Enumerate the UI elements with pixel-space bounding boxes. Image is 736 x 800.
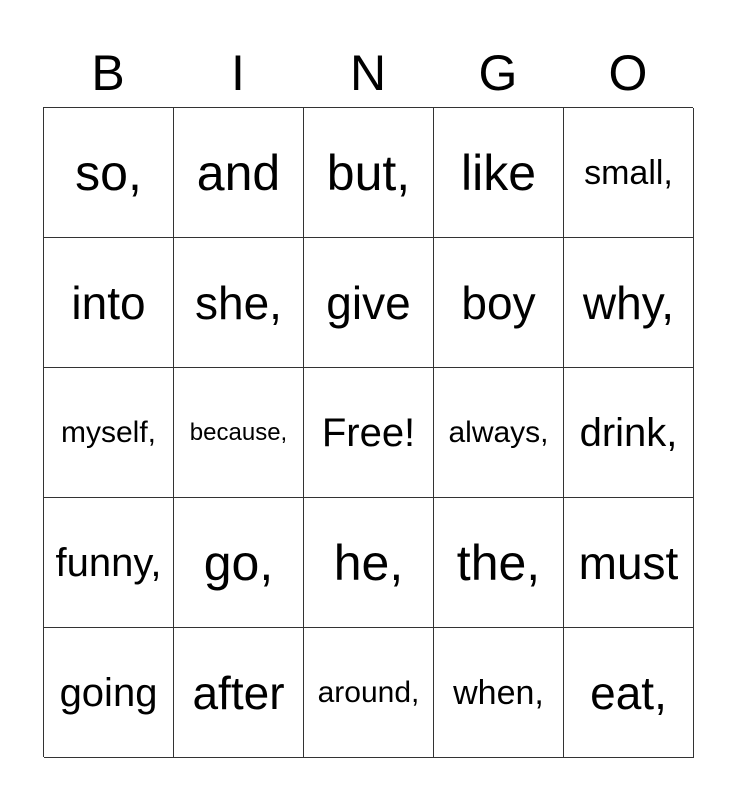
bingo-cell-r1-c2[interactable]: and [174,108,304,238]
bingo-cell-r3-c2[interactable]: because, [174,368,304,498]
header-letter-b: B [91,45,125,101]
header-letter-n: N [349,45,387,101]
bingo-cell-r2-c2[interactable]: she, [174,238,304,368]
bingo-cell-r5-c2[interactable]: after [174,628,304,758]
bingo-cell-r1-c4[interactable]: like [434,108,564,238]
bingo-cell-r2-c4[interactable]: boy [434,238,564,368]
bingo-cell-r2-c1[interactable]: into [44,238,174,368]
bingo-cell-r5-c5[interactable]: eat, [564,628,694,758]
bingo-header [43,40,693,106]
bingo-cell-r4-c5[interactable]: must [564,498,694,628]
bingo-cell-r4-c3[interactable]: he, [304,498,434,628]
bingo-cell-r3-c5[interactable]: drink, [564,368,694,498]
bingo-cell-r1-c3[interactable]: but, [304,108,434,238]
header-letter-i: I [231,45,245,101]
header-letter-g: G [478,45,518,101]
bingo-cell-r4-c2[interactable]: go, [174,498,304,628]
bingo-cell-r2-c5[interactable]: why, [564,238,694,368]
bingo-cell-free-space[interactable]: Free! [304,368,434,498]
bingo-cell-r3-c4[interactable]: always, [434,368,564,498]
bingo-cell-r2-c3[interactable]: give [304,238,434,368]
bingo-board [43,107,693,757]
bingo-cell-r4-c4[interactable]: the, [434,498,564,628]
header-letter-o: O [608,45,648,101]
bingo-cell-r1-c1[interactable]: so, [44,108,174,238]
bingo-cell-r3-c1[interactable]: myself, [44,368,174,498]
bingo-cell-r5-c1[interactable]: going [44,628,174,758]
bingo-cell-r5-c4[interactable]: when, [434,628,564,758]
bingo-cell-r1-c5[interactable]: small, [564,108,694,238]
bingo-cell-r4-c1[interactable]: funny, [44,498,174,628]
bingo-cell-r5-c3[interactable]: around, [304,628,434,758]
